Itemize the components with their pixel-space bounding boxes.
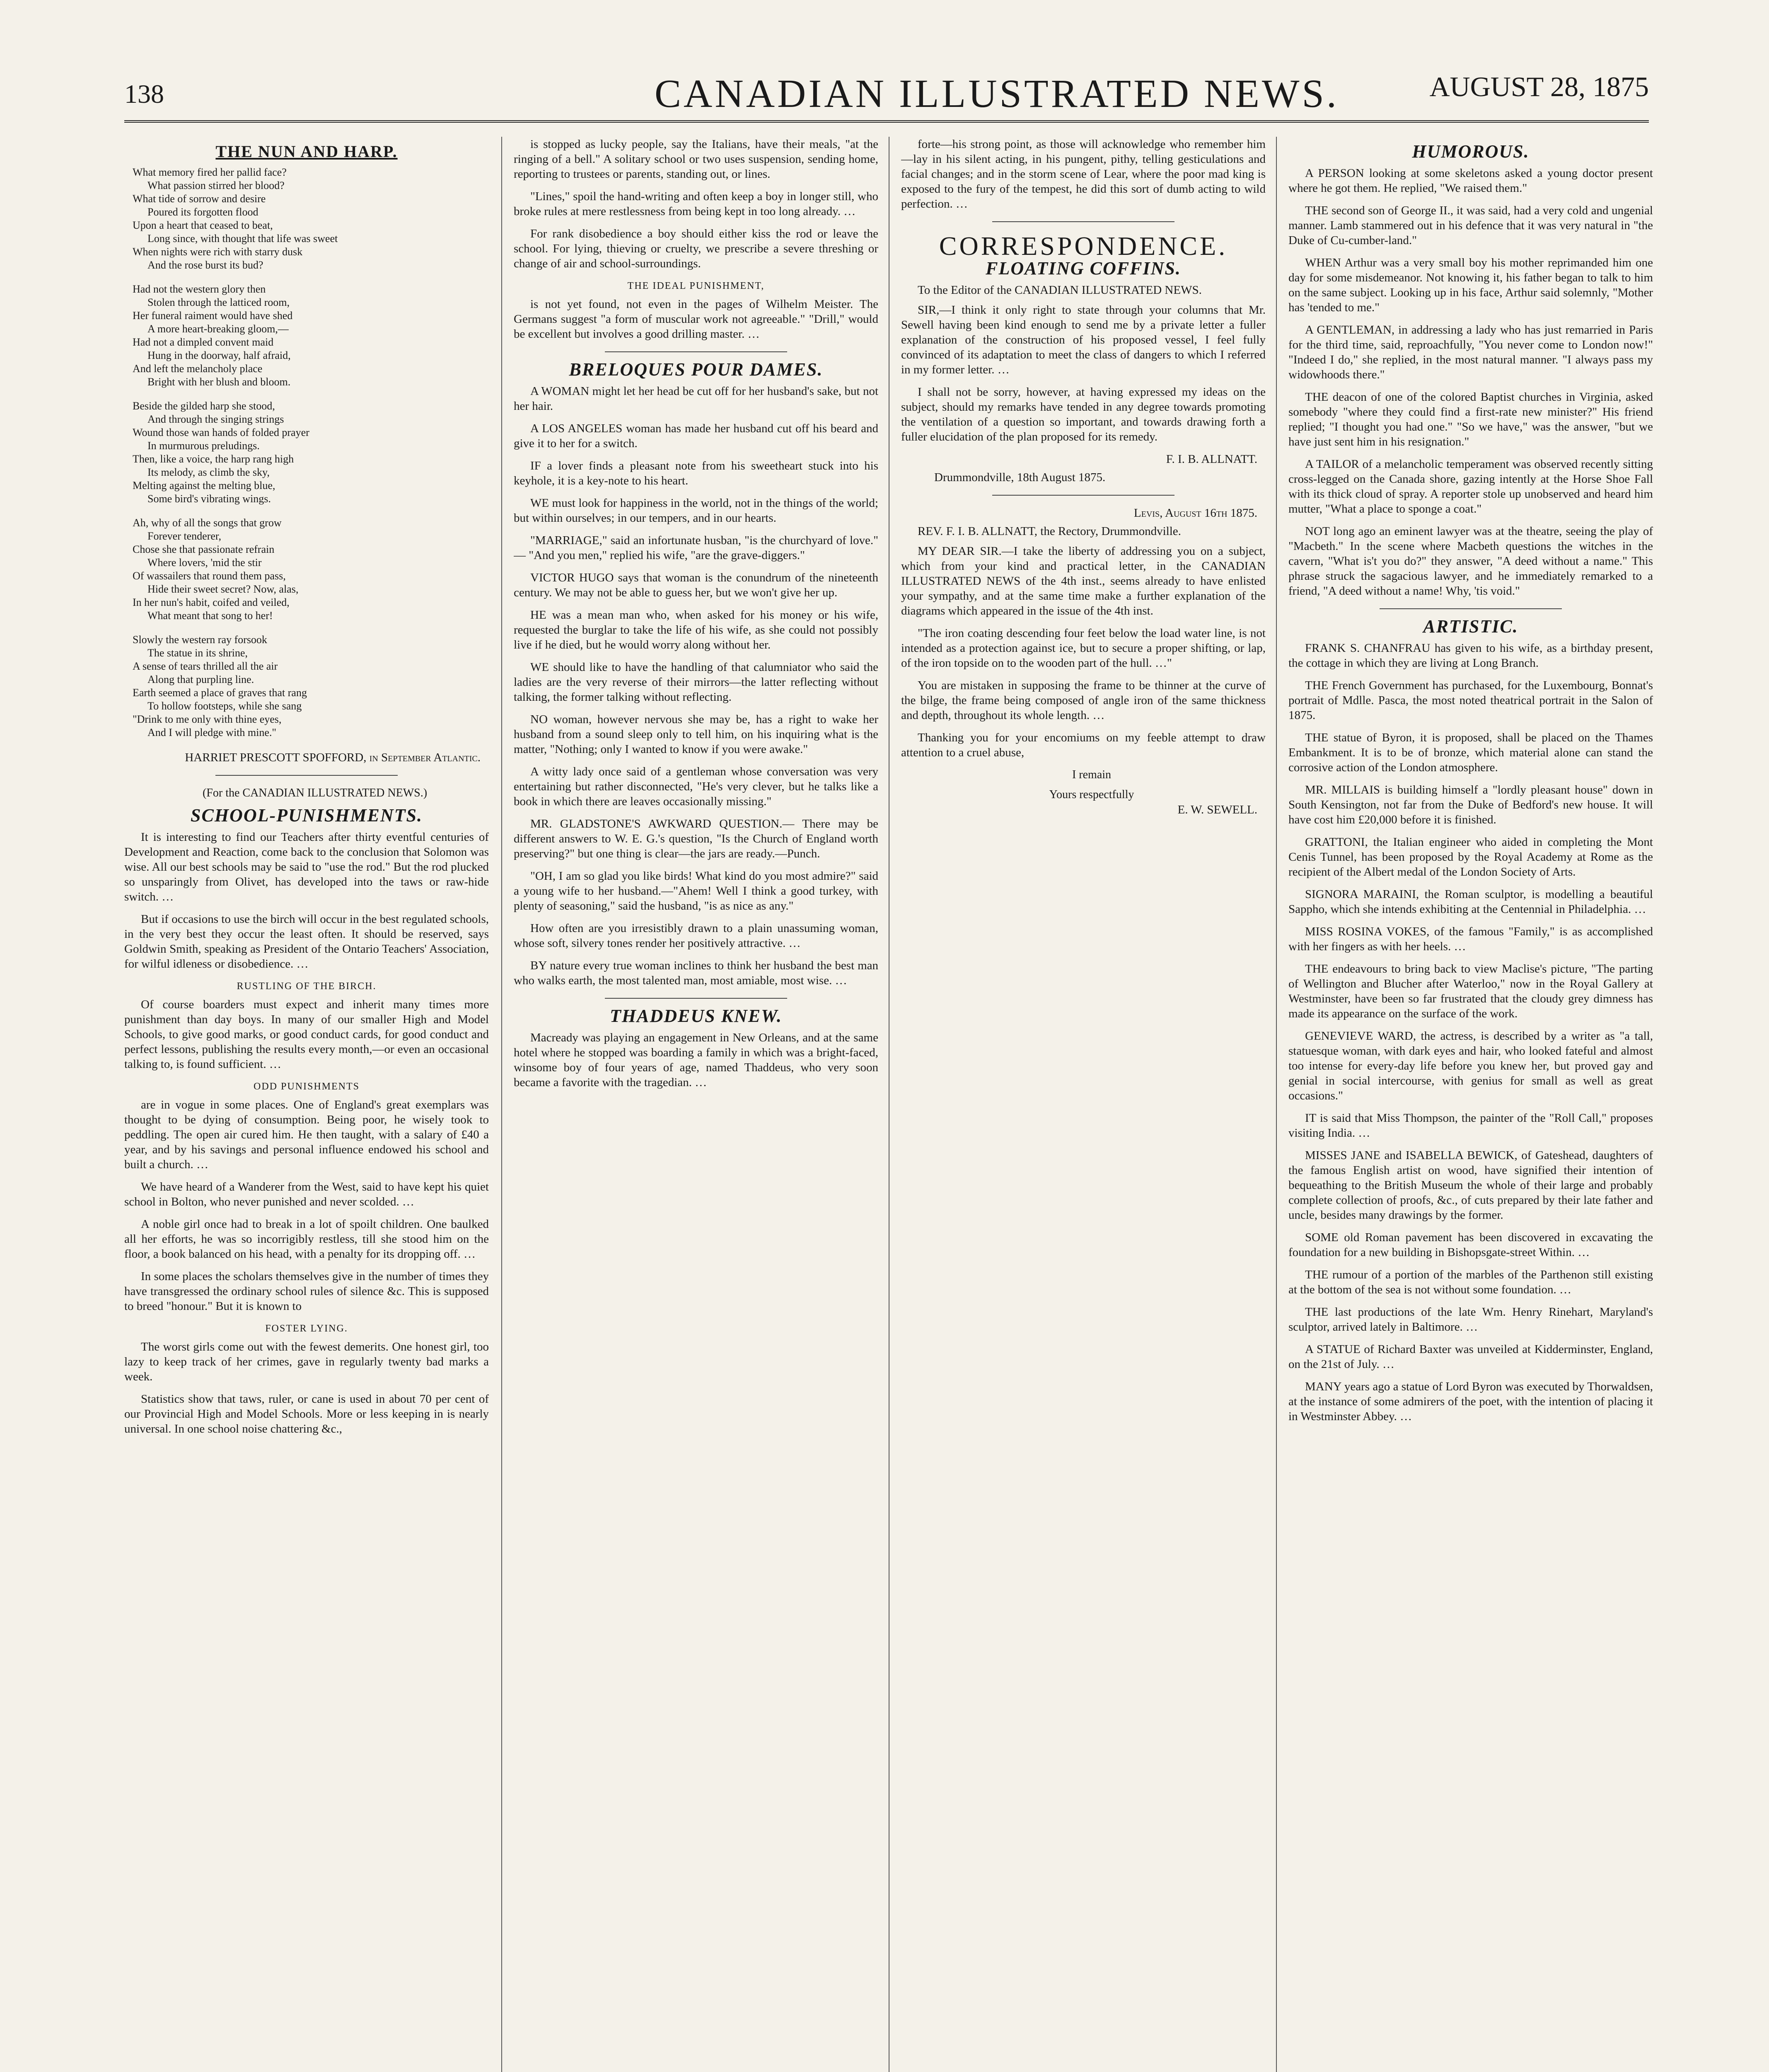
poem-line: Melting against the melting blue, [133,479,276,491]
masthead [124,62,1649,124]
poem-line: Its melody, as climb the sky, [147,466,270,478]
section-rule [992,495,1174,496]
poem-stanza [133,516,489,622]
poem-line: What meant that song to her! [147,610,273,622]
article-subheading: RUSTLING OF THE BIRCH. [237,981,377,992]
poem-line: And through the singing strings [147,413,284,425]
item-paragraph: A STATUE of Richard Baxter was unveiled at Kidderminster, England, on the 21st of July. … [1288,1343,1653,1371]
article-paragraph: Of course boarders must expect and inherit many times more punishment than day boys. In many of our smaller High and Model Schools, to give good marks, or good conduct cards, for good conduct and perfect lessons, publishing the results every month,—or even an occasional talking to, is found sufficient. … [124,998,489,1071]
letter-paragraph: MY DEAR SIR.—I take the liberty of addressing you on a subject, which from your kind and practical letter, in the CANADIAN ILLUSTRATED NEWS of the 4th inst., seems already to have enlisted your sympathy, and at the same time make a further explanation of the diagrams which appeared in the issue of the 4th inst. [901,545,1266,617]
article-subheading: ODD PUNISHMENTS [253,1081,360,1092]
poem-line: Poured its forgotten flood [147,206,259,218]
article-subheading: THE IDEAL PUNISHMENT, [627,281,765,291]
item-paragraph: SOME old Roman pavement has been discovered in excavating the foundation for a new building in Bishopsgate-street Within. … [1288,1231,1653,1259]
poem-line: Forever tenderer, [147,530,221,542]
issue-date: AUGUST 28, 1875 [1429,71,1649,102]
column-divider [1276,137,1277,2072]
article-title-thaddeus-knew: THADDEUS KNEW. [610,1006,782,1026]
poem-line: Then, like a voice, the harp rang high [133,453,294,465]
poem-author: HARRIET PRESCOTT SPOFFORD, in September Atlantic. [185,751,481,764]
article-paragraph: In some places the scholars themselves give in the number of times they have transgressed the ordinary school rules of silence &c. This is supposed to breed "honour." But it is known to [124,1270,489,1313]
poem-line: Wound those wan hands of folded prayer [133,426,309,438]
item-paragraph: A TAILOR of a melancholic temperament was observed recently sitting cross-legged on the Canada shore, gazing intently at the Horse Shoe Fall with its thick cloud of spray. A reporter stole up unobserved and heard him mutter, "What a place to sponge a coat." [1288,457,1653,516]
letter-paragraph: SIR,—I think it only right to state through your columns that Mr. Sewell having been kind enough to send me by a private letter a fuller explanation of the construction of his proposed vessel, I feel fully convinced of its adaptation to meet the class of dangers to which I referred in my former letter. … [901,303,1266,376]
item-paragraph: NOT long ago an eminent lawyer was at the theatre, seeing the play of "Macbeth." In the scene where Macbeth questions the witches in the cavern, "What is't you do?" they answer, "A deed without a name." This phrase struck the sagacious lawyer, and he immediately remarked to a friend, "A deed without a name! Why, 'tis void." [1288,525,1653,598]
letter-signature: F. I. B. ALLNATT. [1166,453,1257,466]
article-paragraph: But if occasions to use the birch will occur in the best regulated schools, in the very best they occur the least often. It should be reserved, says Goldwin Smith, speaking as President of the Ontario Teachers' Association, for wilful idleness or disobedience. … [124,913,489,971]
poem-stanza [133,166,489,272]
item-paragraph: THE last productions of the late Wm. Henry Rinehart, Maryland's sculptor, arrived lately in Baltimore. … [1288,1305,1653,1334]
item-paragraph: GENEVIEVE WARD, the actress, is described by a writer as "a tall, statuesque woman, with dark eyes and hair, who looked fateful and almost too intense for every-day life before you knew her, but proved gay and genial in social intercourse, with genius for small as well as great occasions." [1288,1029,1653,1102]
poem-line: What passion stirred her blood? [147,179,285,191]
item-paragraph: THE endeavours to bring back to view Maclise's picture, "The parting of Wellington and Blucher after Waterloo," now in the Royal Gallery at Westminster, have been so far frustrated that the cloudy grey dimness has made its appearance on the surface of the work. [1288,962,1653,1020]
article-paragraph: is stopped as lucky people, say the Italians, have their meals, "at the ringing of a bell." A solitary school or two uses suspension, sending home, reporting to trustees or parents, standing out, or lines. [514,138,878,181]
column-4 [1288,137,1653,2072]
item-paragraph: A WOMAN might let her head be cut off for her husband's sake, but not her hair. [514,385,878,413]
section-title-humorous: HUMOROUS. [1412,141,1530,162]
section-rule [1380,608,1562,609]
column-2 [514,137,878,2072]
item-paragraph: A witty lady once said of a gentleman whose conversation was very entertaining but rather disconnected, "He's very clever, but he talks like a book in which there are leaves occasionally missing." [514,765,878,808]
poem-stanza [133,633,489,739]
article-paragraph: It is interesting to find our Teachers after thirty eventful centuries of Development and Reaction, come back to the conclusion that Solomon was wise. All our best schools may be said to "use the rod." But the rod plucked so unsparingly from Olivet, has developed into the taws or raw-hide switch. … [124,830,489,903]
page-number: 138 [124,79,164,109]
letter-paragraph: "The iron coating descending four feet below the load water line, is not intended as a protection against ice, but to secure a proper shifting, or lap, of the iron topside on to the wooden part of the hull. …" [901,627,1266,670]
poem-line: In her nun's habit, coifed and veiled, [133,596,290,608]
column-3 [901,137,1266,2072]
poem-line: Stolen through the latticed room, [147,296,290,308]
letter-place-date: Drummondville, 18th August 1875. [934,471,1106,484]
poem-line: The statue in its shrine, [147,647,248,659]
item-paragraph: A PERSON looking at some skeletons asked a young doctor present where he got them. He replied, "We raised them." [1288,167,1653,195]
poem-line: Had not a dimpled convent maid [133,336,274,348]
item-paragraph: THE rumour of a portion of the marbles of the Parthenon still existing at the bottom of the sea is not without some foundation. … [1288,1268,1653,1296]
letter-paragraph: Thanking you for your encomiums on my feeble attempt to draw attention to a cruel abuse, [901,731,1266,759]
letter-signature: E. W. SEWELL. [1177,803,1257,816]
item-paragraph: VICTOR HUGO says that woman is the conundrum of the nineteenth century. We may not be able to guess her, but we won't give her up. [514,571,878,599]
item-paragraph: WE should like to have the handling of that calumniator who said the ladies are the very reverse of their mirrors—the latter reflecting without talking, the former talking without reflecting. [514,661,878,704]
item-paragraph: SIGNORA MARAINI, the Roman sculptor, is modelling a beautiful Sappho, which she intends exhibiting at the Centennial in Philadelphia. … [1288,888,1653,916]
item-paragraph: A GENTLEMAN, in addressing a lady who has just remarried in Paris for the third time, said, reproachfully, "You never come to London now!" "Indeed I do," she replied, in the most natural manner. "I always pass my widowhoods there." [1288,323,1653,381]
poem-line: "Drink to me only with thine eyes, [133,713,282,725]
item-paragraph: HE was a mean man who, when asked for his money or his wife, requested the burglar to take the life of his wife, as she could not possibly live if he died, but he would worry along without her. [514,608,878,651]
article-paragraph: Statistics show that taws, ruler, or cane is used in about 70 per cent of our Provincial High and Model Schools. More or less keeping in is nearly universal. In one school noise chattering &c., [124,1392,489,1435]
item-paragraph: GRATTONI, the Italian engineer who aided in completing the Mont Cenis Tunnel, has been proposed by the Royal Academy at Rome as the recipient of the Albert medal of the London Society of Arts. [1288,835,1653,879]
item-paragraph: IF a lover finds a pleasant note from his sweetheart stuck into his keyhole, it is a key-note to his heart. [514,459,878,487]
item-paragraph: NO woman, however nervous she may be, has a right to wake her husband from a sound sleep only to tell him, on his inquiring what is the matter, "Nothing; only I wanted to know if you were awake." [514,713,878,756]
letter-dateline: Levis, August 16th 1875. [1133,506,1257,520]
poem-line: Bright with her blush and bloom. [147,376,291,388]
item-paragraph: THE statue of Byron, it is proposed, shall be placed on the Thames Embankment. It is to be of bronze, which material alone can stand the corrosive action of the London atmosphere. [1288,731,1653,774]
poem-line: Had not the western glory then [133,283,266,295]
newspaper-title: CANADIAN ILLUSTRATED NEWS. [655,71,1339,116]
item-paragraph: FRANK S. CHANFRAU has given to his wife, as a birthday present, the cottage in which they are living at Long Branch. [1288,641,1653,670]
column-1 [124,137,489,2072]
section-rule [215,775,398,776]
poem-line: A sense of tears thrilled all the air [133,660,278,672]
poem-line: Long since, with thought that life was sweet [147,232,338,244]
item-paragraph: THE French Government has purchased, for the Luxembourg, Bonnat's portrait of Mdlle. Pasca, the most noted theatrical portrait in the Salon of 1875. [1288,679,1653,722]
item-paragraph: MR. MILLAIS is building himself a "lordly pleasant house" down in South Kensington, not far from the Duke of Bedford's new house. It will have cost him £20,000 before it is finished. [1288,783,1653,826]
letter-addressee: REV. F. I. B. ALLNATT, the Rectory, Drummondville. [918,525,1181,538]
poem-stanza [133,283,489,389]
poem-line: Where lovers, 'mid the stir [147,557,262,569]
poem-line: Chose she that passionate refrain [133,543,275,555]
item-paragraph: How often are you irresistibly drawn to a plain unassuming woman, whose soft, silvery tones render her positively attractive. … [514,922,878,950]
poem-title: THE NUN AND HARP. [215,142,398,161]
article-paragraph: A noble girl once had to break in a lot of spoilt children. One baulked all her efforts, he was so incorrigibly restless, till she stood him on the floor, a book balanced on his head, with a penalty for its dropping off. … [124,1218,489,1261]
poem-line: A more heart-breaking gloom,— [147,323,289,335]
letter-addressee: To the Editor of the CANADIAN ILLUSTRATED NEWS. [918,283,1202,297]
poem-line: Earth seemed a place of graves that rang [133,687,307,699]
article-title-breloques: BRELOQUES POUR DAMES. [569,359,823,380]
column-divider [501,137,502,2072]
article-paragraph: We have heard of a Wanderer from the West, said to have kept his quiet school in Bolton, who never punished and never scolded. … [124,1180,489,1208]
poem-line: Hung in the doorway, half afraid, [147,349,291,361]
letter-paragraph: You are mistaken in supposing the frame to be thinner at the curve of the bilge, the frame being composed of angle iron of the same thickness and depth, throughout its whole length. … [901,679,1266,722]
item-paragraph: MISSES JANE and ISABELLA BEWICK, of Gateshead, daughters of the famous English artist on wood, have signified their intention of bequeathing to the British Museum the whole of their large and probably complete collection of proofs, &c., of cuts prepared by their late father and uncle, besides many drawings by the former. [1288,1149,1653,1222]
item-paragraph: "OH, I am so glad you like birds! What kind do you most admire?" said a young wife to her husband.—"Ahem! Well I think a good turkey, with plenty of seasoning," said the husband, "is as nice as any." [514,869,878,913]
poem-line: Slowly the western ray forsook [133,634,267,646]
letter-closing: Yours respectfully [1049,788,1134,801]
item-paragraph: THE second son of George II., it was said, had a very cold and ungenial manner. Lamb stammered out in his defence that it was very natural in "the Duke of Cu-cumber-land." [1288,204,1653,247]
poem-line: Of wassailers that round them pass, [133,570,286,582]
article-subheading: FOSTER LYING. [265,1323,348,1334]
article-title-school-punishments: SCHOOL-PUNISHMENTS. [191,805,423,825]
section-title-artistic: ARTISTIC. [1423,616,1518,637]
section-rule [992,221,1174,222]
item-paragraph: IT is said that Miss Thompson, the painter of the "Roll Call," proposes visiting India. … [1288,1111,1653,1140]
poem-line: Beside the gilded harp she stood, [133,400,275,412]
article-credit: (For the CANADIAN ILLUSTRATED NEWS.) [202,787,428,799]
article-paragraph: The worst girls come out with the fewest demerits. One honest girl, too lazy to keep track of her crimes, gave in regularly twenty bad marks a week. [124,1340,489,1383]
poem-stanza [133,399,489,506]
article-paragraph: Macready was playing an engagement in New Orleans, and at the same hotel where he stopped was boarding a family in which was a bright-faced, winsome boy of four years of age, named Thaddeus, who very soon became a favorite with the tragedian. … [514,1031,878,1089]
item-paragraph: THE deacon of one of the colored Baptist churches in Virginia, asked somebody "where they could find a first-rate new minister?" His friend replied; "I thought you had one." "So we have," was the answer, "but we have just sent him in his resignation." [1288,390,1653,448]
letter-closing: I remain [1072,768,1112,781]
poem-line: When nights were rich with starry dusk [133,246,303,258]
item-paragraph: "MARRIAGE," said an infortunate husban, "is the churchyard of love." — "And you men," replied his wife, "are the grave-diggers." [514,534,878,562]
poem-line: What memory fired her pallid face? [133,166,287,178]
section-rule [605,351,787,352]
item-paragraph: MANY years ago a statue of Lord Byron was executed by Thorwaldsen, at the instance of some admirers of the poet, with the intention of placing it in Westminster Abbey. … [1288,1380,1653,1423]
section-title-correspondence: CORRESPONDENCE. [939,231,1228,261]
poem-line: And left the melancholy place [133,363,263,375]
poem-line: Ah, why of all the songs that grow [133,517,282,529]
item-paragraph: WHEN Arthur was a very small boy his mother reprimanded him one day for some misdemeanor. Not knowing it, his father began to talk to him on the same subject. Looking up in his face, Arthur said solemnly, "Mother has 'tended to me." [1288,256,1653,314]
article-paragraph: is not yet found, not even in the pages of Wilhelm Meister. The Germans suggest "a form of muscular work not agreeable." "Drill," would be excellent but involves a good drilling master. … [514,298,878,341]
article-paragraph: "Lines," spoil the hand-writing and often keep a boy in longer still, who broke rules at mere restlessness from being kept in too long already. … [514,190,878,218]
item-paragraph: A LOS ANGELES woman has made her husband cut off his beard and give it to her for a switch. [514,422,878,450]
masthead-rule [124,120,1649,123]
poem-line: To hollow footsteps, while she sang [147,700,302,712]
poem-line: In murmurous preludings. [147,440,260,452]
article-paragraph: For rank disobedience a boy should either kiss the rod or leave the school. For lying, thieving or cruelty, we prescribe a severe threshing or change of air and school-surroundings. [514,227,878,270]
poem-line: And the rose burst its bud? [147,259,263,271]
poem-line: And I will pledge with mine." [147,726,277,738]
item-paragraph: MISS ROSINA VOKES, of the famous "Family," is as accomplished with her fingers as with her heels. … [1288,925,1653,953]
article-paragraph: forte—his strong point, as those will acknowledge who remember him—lay in his silent acting, in his pungent, pithy, telling gesticulations and facial changes; and in the storm scene of Lear, where the poor mad king is exposed to the fury of the tempest, he did this sort of dumb acting to wild perfection. … [901,138,1266,211]
poem-line: Along that purpling line. [147,673,254,685]
poem-line: Some bird's vibrating wings. [147,493,271,505]
article-title-floating-coffins: FLOATING COFFINS. [986,258,1181,278]
poem-line: Hide their sweet secret? Now, alas, [147,583,299,595]
poem-body [133,166,489,739]
letter-paragraph: I shall not be sorry, however, at having expressed my ideas on the subject, should my remarks have tended in any degree towards promoting the ventilation of a question so important, and towards drawing forth a fuller elucidation of the plan proposed for its remedy. [901,385,1266,443]
article-paragraph: are in vogue in some places. One of England's great exemplars was thought to be dying of consumption. Being poor, he wisely took to peddling. The open air cured him. He then taught, with a salary of £40 a year, and by his savings and personal influence endowed his school and built a church. … [124,1098,489,1171]
item-paragraph: MR. GLADSTONE'S AWKWARD QUESTION.— There may be different answers to W. E. G.'s question, "Is the Church of England worth preserving?" but one thing is clear—the jars are ready.—Punch. [514,817,878,860]
poem-line: What tide of sorrow and desire [133,193,266,205]
section-rule [605,998,787,999]
item-paragraph: WE must look for happiness in the world, not in the things of the world; but within ourselves; in our tempers, and in our hearts. [514,496,878,525]
poem-line: Her funeral raiment would have shed [133,310,293,322]
poem-line: Upon a heart that ceased to beat, [133,219,273,231]
item-paragraph: BY nature every true woman inclines to think her husband the best man who walks earth, the most talented man, most amiable, most wise. … [514,959,878,987]
